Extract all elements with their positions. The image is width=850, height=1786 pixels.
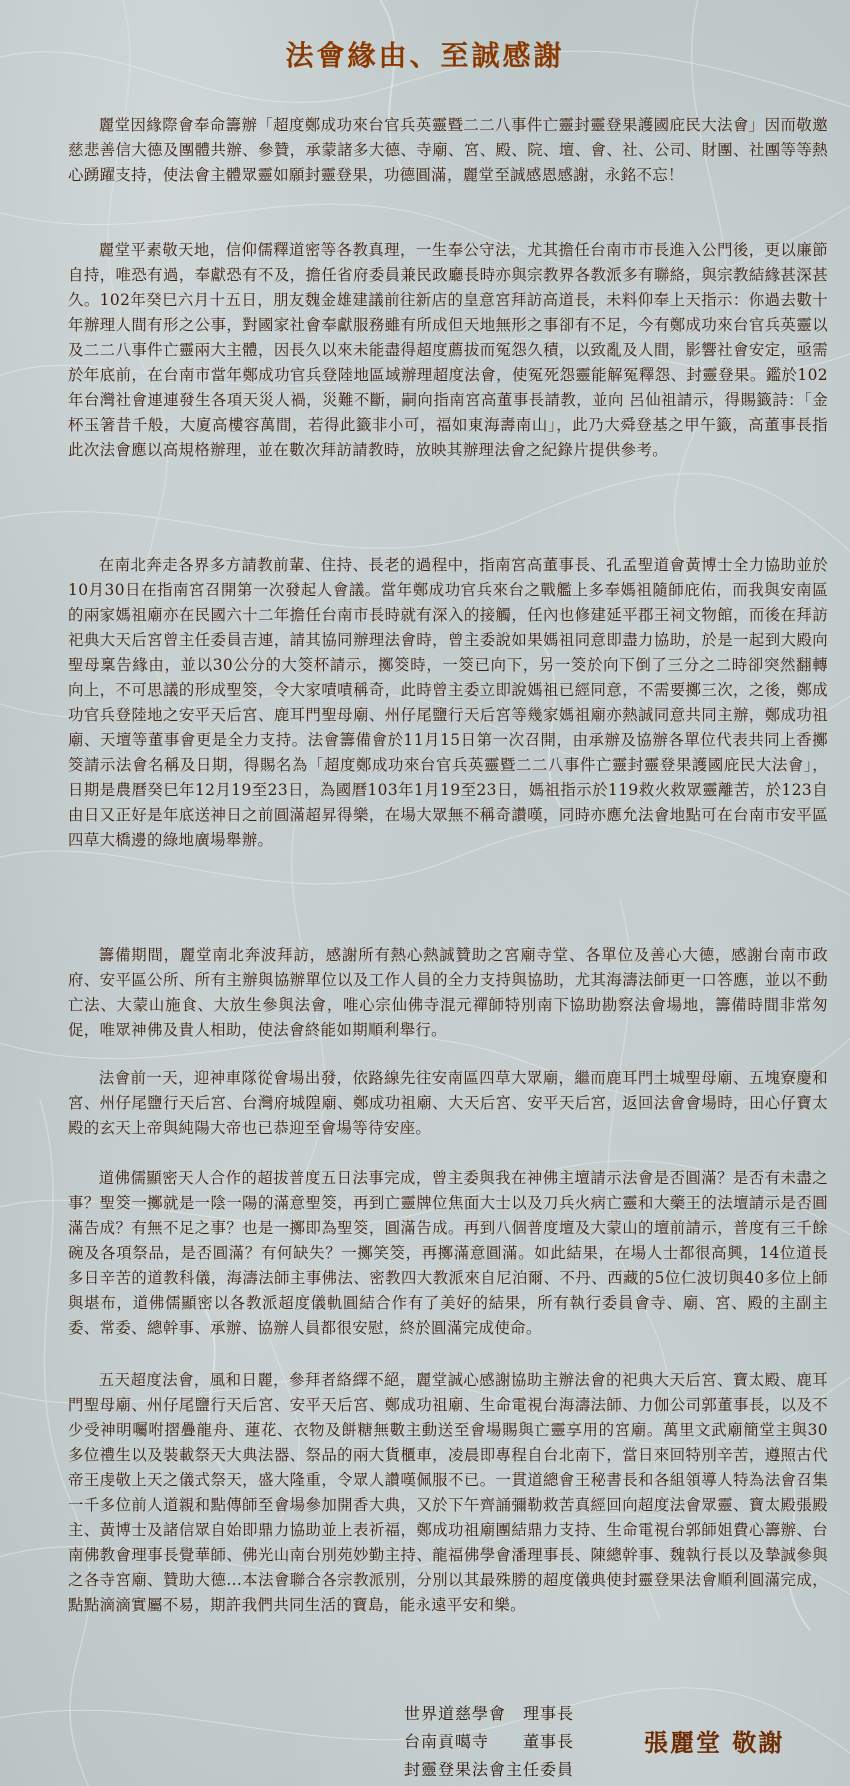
paragraph-7: 五天超度法會，風和日麗，參拜者絡繹不絕，麗堂誠心感謝協助主辦法會的祀典大天后宮、寶太殿、鹿耳門聖母廟、州仔尾鹽行天后宮、安平天后宮、鄭成功祖廟、生命電視台海濤法師、力伽公司郭董事長，以及不少受神明囑咐摺疊龍舟、蓮花、衣物及餅糖無數主動送至會場賜與亡靈享用的宮廟。萬里文武廟簡堂主與30多位禮生以及裝載祭天大典法器、祭品的兩大貨櫃車，凌晨即專程自台北南下，當日來回特別辛苦，遵照古代帝王虔敬上天之儀式祭天，盛大隆重，令眾人讚嘆佩服不已。一貫道總會王秘書長和各組領導人特為法會召集一千多位前人道親和點傳師至會場參加開香大典，又於下午齊誦彌勒救苦真經回向超度法會眾靈、寶太殿張殿主、黃博士及諸信眾自始即鼎力協助並上表祈福，鄭成功祖廟團結鼎力支持、生命電視台郭師姐費心籌辦、台南佛教會理事長覺華師、佛光山南台別苑妙勤主持、龍福佛學會潘理事長、陳總幹事、魏執行長以及摯誠參與之各寺宮廟、贊助大德...本法會聯合各宗教派別，分別以其最殊勝的超度儀典使封靈登果法會順利圓滿完成，點點滴滴實屬不易，期許我們共同生活的寶島，能永遠平安和樂。 — [68, 1371, 828, 1614]
paragraph-5: 法會前一天，迎神車隊從會場出發，依路線先往安南區四草大眾廟，繼而鹿耳門土城聖母廟、五塊寮慶和宮、州仔尾鹽行天后宮、台灣府城隍廟、鄭成功祖廟、大天后宮、安平天后宮，返回法會會場時，田心仔寶太殿的玄天上帝與純陽大帝也已恭迎至會場等待安座。 — [68, 1069, 828, 1137]
paragraph-3: 在南北奔走各界多方請教前輩、住持、長老的過程中，指南宮高董事長、孔孟聖道會黃博士全力協助並於10月30日在指南宮召開第一次發起人會議。當年鄭成功官兵來台之戰艦上多奉媽祖隨師庇佑，而我與安南區的兩家媽祖廟亦在民國六十二年擔任台南市長時就有深入的接觸，任內也修建延平郡王祠文物館，而後在拜訪祀典大天后宮曾主任委員吉連，請其協同辦理法會時，曾主委說如果媽祖同意即盡力協助，於是一起到大殿向聖母稟告緣由，並以30公分的大筊杯請示，擲筊時，一筊已向下，另一筊於向下倒了三分之二時卻突然翻轉向上，不可思議的形成聖筊，令大家嘖嘖稱奇，此時曾主委立即說媽祖已經同意，不需要擲三次，之後，鄭成功官兵登陸地之安平天后宮、鹿耳門聖母廟、州仔尾鹽行天后宮等幾家媽祖廟亦熱誠同意共同主辦，鄭成功祖廟、天壇等董事會更是全力支持。法會籌備會於11月15日第一次召開，由承辦及協辦各單位代表共同上香擲筊請示法會名稱及日期，得賜名為「超度鄭成功來台官兵英靈暨二二八事件亡靈封靈登果護國庇民大法會」，日期是農曆癸巳年12月19至23日，為國曆103年1月19至23日，媽祖指示於119救火救眾靈離苦，於123自由日又正好是年底送神日之前圓滿超昇得樂，在場大眾無不稱奇讚嘆，同時亦應允法會地點可在台南市安平區四草大橋邊的綠地廣場舉辦。 — [68, 556, 828, 849]
paragraph-4: 籌備期間，麗堂南北奔波拜訪，感謝所有熱心熱誠贊助之宮廟寺堂、各單位及善心大德，感謝台南市政府、安平區公所、所有主辦與協辦單位以及工作人員的全力支持與協助，尤其海濤法師更一口答應，並以不動亡法、大蒙山施食、大放生參與法會，唯心宗仙佛寺混元禪師特別南下協助勘察法會場地，籌備時間非常匆促，唯眾神佛及貴人相助，使法會終能如期順利舉行。 — [68, 946, 828, 1039]
paragraph-6: 道佛儒顯密天人合作的超拔普度五日法事完成，曾主委與我在神佛主壇請示法會是否圓滿？是否有未盡之事？聖筊一擲就是一陰一陽的滿意聖筊，再到亡靈牌位焦面大士以及刀兵火病亡靈和大藥王的法壇請示是否圓滿告成？有無不足之事？也是一擲即為聖筊，圓滿告成。再到八個普度壇及大蒙山的壇前請示，普度有三千餘碗及各項祭品，是否圓滿？有何缺失？一擲笑筊，再擲滿意圓滿。如此結果，在場人士都很高興，14位道長多日辛苦的道教科儀，海濤法師主事佛法、密教四大教派來自尼泊爾、不丹、西藏的5位仁波切與40多位上師與堪布，道佛儒顯密以各教派超度儀軌圓結合作有了美好的結果，所有執行委員會寺、廟、宮、殿的主副主委、常委、總幹事、承辦、協辦人員都很安慰，終於圓滿完成使命。 — [68, 1169, 828, 1337]
signature-line-3: 封靈登果法會主任委員 — [404, 1760, 575, 1779]
signature-line-2: 台南貢噶寺 董事長 — [404, 1732, 575, 1751]
signatory-name: 張麗堂 敬謝 — [644, 1728, 785, 1757]
signature-line-1: 世界道慈學會 理事長 — [404, 1704, 575, 1723]
paragraph-1: 麗堂因緣際會奉命籌辦「超度鄭成功來台官兵英靈暨二二八事件亡靈封靈登果護國庇民大法會」因而敬邀慈悲善信大德及團體共辦、參贊，承蒙諸多大德、寺廟、宮、殿、院、壇、會、社、公司、財團、社團等等熱心踴躍支持，使法會主體眾靈如願封靈登果，功德圓滿，麗堂至誠感恩感謝，永銘不忘！ — [68, 116, 828, 184]
paragraph-2: 麗堂平素敬天地，信仰儒釋道密等各教真理，一生奉公守法，尤其擔任台南市市長進入公門後，更以廉節自持，唯恐有過，奉獻恐有不及，擔任省府委員兼民政廳長時亦與宗教界各教派多有聯絡，與宗教結緣甚深甚久。102年癸巳六月十五日，朋友魏金雄建議前往新店的皇意宮拜訪高道長，未料仰奉上天指示：你過去數十年辦理人間有形之公事，對國家社會奉獻服務雖有所成但天地無形之事卻有不足，今有鄭成功來台官兵英靈以及二二八事件亡靈兩大主體，因長久以來未能盡得超度薦拔而冤怨久積，以致亂及人間，影響社會安定，亟需於年底前，在台南市當年鄭成功官兵登陸地區域辦理超度法會，使冤死怨靈能解冤釋怨、封靈登果。鑑於102年台灣社會連連發生各項天災人禍，災難不斷，嗣向指南宮高董事長請教，並向 呂仙祖請示，得賜籤詩：「金杯玉箸昔千般，大廈高樓容萬間，若得此籤非小可，福如東海壽南山」，此乃大舜登基之甲午籤，高董事長指此次法會應以高規格辦理，並在數次拜訪請教時，放映其辦理法會之紀錄片提供參考。 — [68, 241, 828, 459]
page-title: 法會緣由、至誠感謝 — [285, 39, 565, 72]
